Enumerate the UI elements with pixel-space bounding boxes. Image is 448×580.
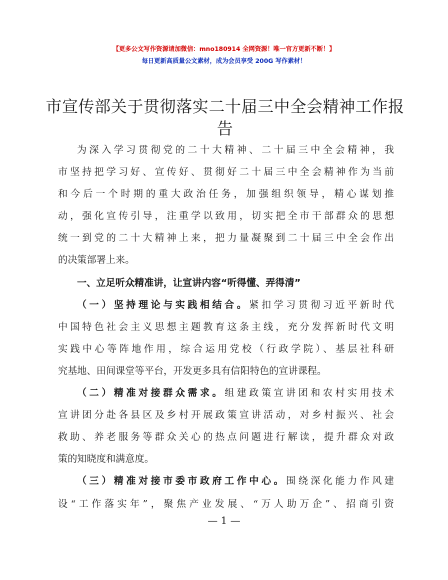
paragraph-line <box>58 383 394 405</box>
paragraph-line: 和今后一个时期的重大政治任务，加强组织领导，精心谋划推 <box>58 189 394 201</box>
paragraph-line <box>58 471 394 493</box>
paragraph-text: 组建政策宣讲团和农村实用技术 <box>224 388 394 400</box>
promo-banner-line-1: 【更多公文写作资源请加微信：mno180914 全网资源！唯一官方更新不断！】 <box>112 46 336 53</box>
paragraph-line: 救助、养老服务等群众关心的热点问题进行解读，提升群众对政 <box>58 432 394 444</box>
paragraph-line: 策的知晓度和满意度。 <box>58 454 154 466</box>
paragraph-line: 的决策部署上来。 <box>58 255 135 267</box>
document-body <box>58 140 394 516</box>
paragraph-line: 实践中心等阵地作用，综合运用党校（行政学院）、基层社科研 <box>58 343 394 355</box>
subsection-lead: （二）精准对接群众需求。 <box>77 388 225 400</box>
document-title: 市宣传部关于贯彻落实二十届三中全会精神工作报告 <box>45 97 405 138</box>
paragraph-line: 宣讲团分赴各县区及乡村开展政策宣讲活动，对乡村振兴、社会 <box>58 410 394 422</box>
subsection-lead: （一）坚持理论与实践相结合。 <box>77 299 250 311</box>
paragraph-line: 为深入学习贯彻党的二十大精神、二十届三中全会精神，我 <box>77 145 394 156</box>
section-heading: 一、立足听众精准讲，让宣讲内容“听得懂、弄得清” <box>77 277 301 289</box>
paragraph-line: 中国特色社会主义思想主题教育这条主线，充分发挥新时代文明 <box>58 321 394 333</box>
paragraph-line: 究基地、田间课堂等平台，开发更多具有信阳特色的宣讲课程。 <box>58 365 327 377</box>
paragraph-line: 设“工作落实年”，聚焦产业发展、“万人助万企”、招商引资 <box>58 498 394 510</box>
paragraph-line <box>58 295 394 317</box>
paragraph-line: 市坚持把学习好、宣传好、贯彻好二十届三中全会精神作为当前 <box>58 167 394 179</box>
paragraph-text: 紧扣学习贯彻习近平新时代 <box>249 299 394 311</box>
page-number: — 1 — <box>207 516 241 527</box>
paragraph-line: 动，强化宣传引导，注重学以致用，切实把全市干部群众的思想 <box>58 211 394 223</box>
paragraph-text: 围绕深化能力作风建 <box>286 476 394 488</box>
subsection-lead: （三）精准对接市委市政府工作中心。 <box>77 476 287 488</box>
promo-banner-line-2: 每日更新高质量公文素材，成为会员享受 200G 写作素材！ <box>141 58 307 65</box>
paragraph-line: 统一到党的二十大精神上来，把力量凝聚到二十届三中全会作出 <box>58 233 394 245</box>
